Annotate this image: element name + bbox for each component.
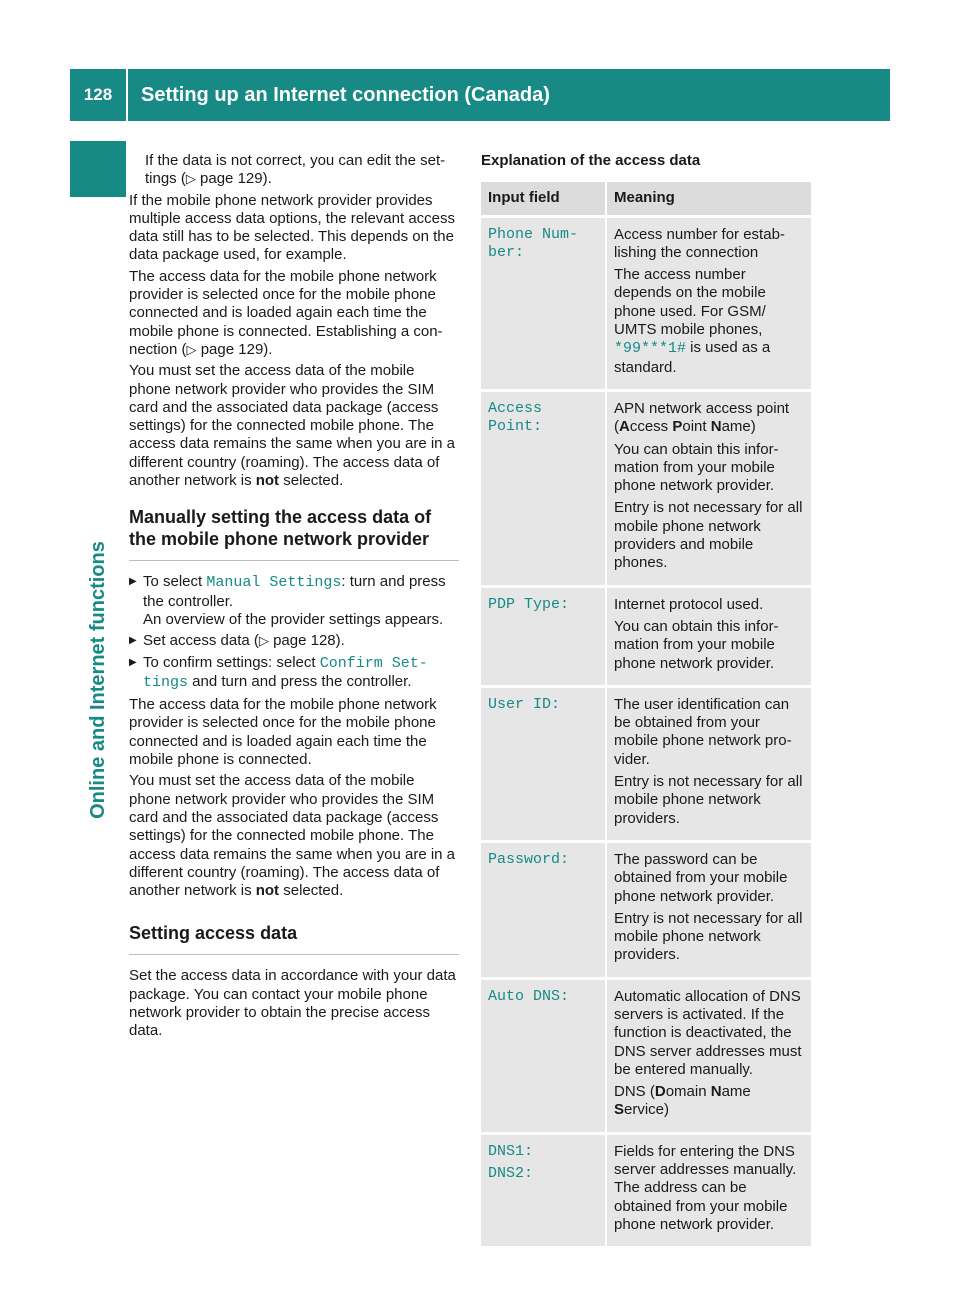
- page-number: 128: [83, 84, 113, 104]
- chapter-label: Online and Internet functions: [86, 541, 109, 819]
- step-list: [129, 573, 459, 692]
- field-code: Password:: [488, 850, 570, 868]
- table-row: Password: The password can be obtained from your mobile phone network provider. Entry is not necessary for all mobile phone network providers.: [481, 841, 811, 978]
- column-header-meaning: Meaning: [606, 182, 811, 216]
- page-ref-arrow-icon: ▷: [185, 171, 196, 187]
- list-item: ▶ To select Manual Settings: turn and press the controller. An overview of the provider settings appears.: [129, 573, 446, 628]
- field-code: Access Point:: [488, 399, 543, 436]
- list-item: ▶ To confirm settings: select Confirm Set‐ tings and turn and press the controller.: [129, 653, 428, 691]
- table-row: Auto DNS: Automatic allocation of DNS servers is activated. If the function is deactivated, the DNS server addresses must be entered manually. DNS (Domain Name Service): [481, 978, 811, 1133]
- table-row: Access Point: APN network access point (Access Point Name) You can obtain this infor-mation from your mobile phone network provider. Entry is not necessary for all mobile phone network providers and mobile phones.: [481, 390, 811, 586]
- table-title: Explanation of the access data: [481, 152, 701, 169]
- page-header: [70, 69, 890, 121]
- right-column: [481, 152, 811, 1249]
- table-row: User ID: The user identification can be obtained from your mobile phone network pro-vider. Entry is not necessary for all mobile phone network providers.: [481, 686, 811, 841]
- section-heading: Setting access data: [129, 922, 459, 955]
- section-heading: Manually setting the access data of the mobile phone network provider: [129, 506, 459, 561]
- paragraph: The access data for the mobile phone network provider is selected once for the mobile phone connected and is loaded again each time the mobile phone is connected. Establishing a con-nection (▷ page 129).: [129, 267, 443, 358]
- access-data-table: [481, 182, 811, 1249]
- field-code: PDP Type:: [488, 595, 570, 613]
- paragraph: If the mobile phone network provider provides multiple access data options, the relevant access data still has to be selected. This depends on the data package used, for example.: [129, 191, 456, 264]
- field-code: Phone Num‐ ber:: [488, 225, 579, 261]
- table-row: PDP Type: Internet protocol used. You can obtain this infor-mation from your mobile phone network provider.: [481, 586, 811, 686]
- step-arrow-icon: ▶: [129, 635, 137, 647]
- header-divider: [126, 69, 128, 121]
- table-header-row: [481, 182, 811, 216]
- field-code: Auto DNS:: [488, 987, 570, 1005]
- page-ref-arrow-icon: ▷: [186, 341, 197, 357]
- field-code: DNS1:: [488, 1142, 534, 1160]
- page-title: Setting up an Internet connection (Canada): [141, 83, 550, 106]
- paragraph: You must set the access data of the mobile phone network provider who provides the SIM card and the associated data package (access settings) for the connected mobile phone. The access data remains the same when you are in a different country (roaming). The access data of another network is not selected.: [129, 772, 456, 900]
- table-row: DNS1: DNS2: Fields for entering the DNS server addresses manually. The address can be obtained from your mobile phone network provider.: [481, 1133, 811, 1247]
- paragraph: The access data for the mobile phone network provider is selected once for the mobile phone connected and is loaded again each time the mobile phone is connected.: [129, 696, 437, 769]
- step-arrow-icon: ▶: [129, 576, 137, 588]
- page-ref-arrow-icon: ▷: [258, 633, 269, 649]
- paragraph: Set the access data in accordance with your data package. You can contact your mobile phone network provider to obtain the precise access data.: [129, 967, 456, 1040]
- paragraph: You must set the access data of the mobile phone network provider who provides the SIM card and the associated data package (access settings) for the connected mobile phone. The access data remains the same when you are in a different country (roaming). The access data of another network is not selected.: [129, 362, 456, 490]
- field-code: *99***1#: [614, 340, 687, 358]
- menu-item-code: Confirm Set‐ tings: [143, 654, 428, 691]
- step-arrow-icon: ▶: [129, 656, 137, 668]
- chapter-marker: [70, 141, 126, 197]
- column-header-input-field: Input field: [481, 182, 606, 216]
- table-row: Phone Num‐ ber: Access number for estab-lishing the connection The access number depends on the mobile phone used. For GSM/ UMTS mobile phones, *99***1# is used as a standard.: [481, 216, 811, 390]
- field-code: DNS2:: [488, 1165, 534, 1183]
- field-code: User ID:: [488, 695, 561, 713]
- left-column: [129, 152, 459, 1044]
- list-item: ▶ Set access data (▷ page 128).: [129, 632, 345, 650]
- paragraph: If the data is not correct, you can edit the set-tings (▷ page 129).: [145, 152, 446, 188]
- menu-item-code: Manual Settings: [206, 574, 342, 592]
